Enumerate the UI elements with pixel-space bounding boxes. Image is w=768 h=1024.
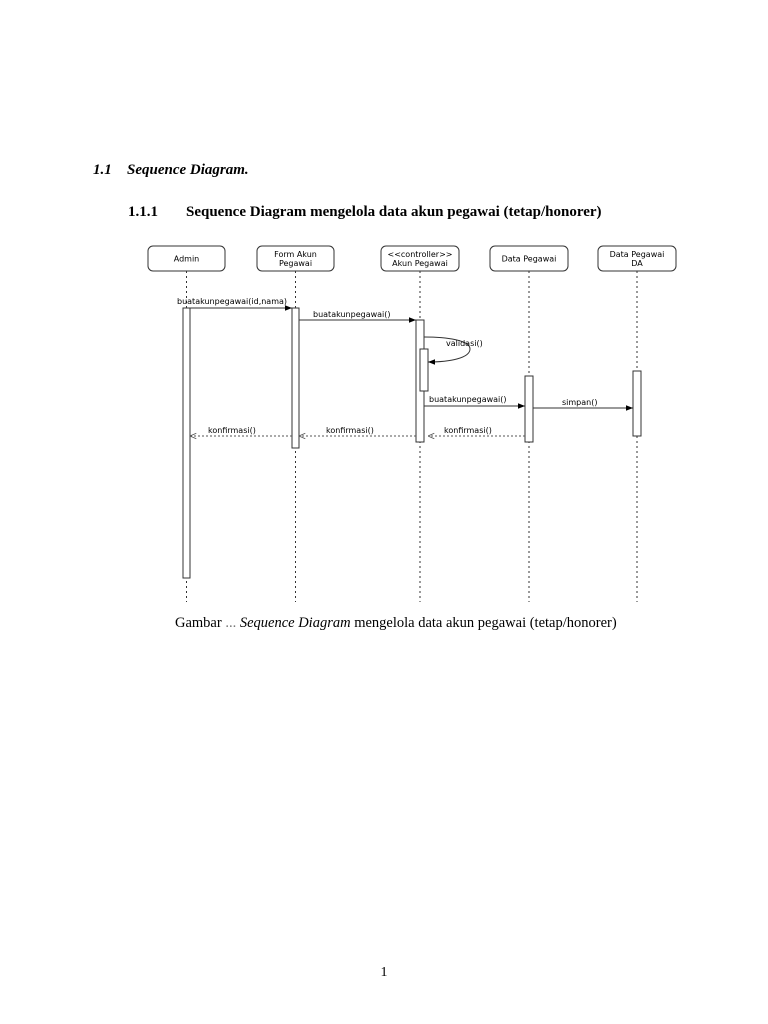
figure-caption: [175, 615, 617, 632]
message-konfirmasi-1: [428, 426, 525, 436]
message-validasi: [424, 337, 483, 362]
lifeline-data-pegawai-label: Data Pegawai: [501, 254, 557, 264]
activation-data-pegawai-da: [633, 371, 641, 436]
message-label: buatakunpegawai(): [429, 395, 507, 404]
caption-italic: Sequence Diagram: [239, 615, 351, 631]
caption-prefix: Gambar: [175, 615, 226, 631]
message-buatakunpegawai-2: [299, 310, 416, 320]
lifeline-form-akun-label-2: Pegawai: [278, 259, 313, 268]
section-number: 1.1: [93, 162, 112, 178]
message-label: konfirmasi(): [326, 426, 374, 435]
caption-figure-number: ...: [225, 615, 237, 631]
message-konfirmasi-2: [299, 426, 416, 436]
lifeline-form-akun-label-1: Form Akun: [274, 250, 317, 259]
section-title: Sequence Diagram.: [127, 162, 249, 178]
subsection-number: 1.1.1: [128, 204, 158, 220]
subsection-title: Sequence Diagram mengelola data akun pegawai (tetap/honorer): [186, 204, 602, 220]
lifeline-data-pegawai-da-label-1: Data Pegawai: [609, 250, 665, 259]
message-buatakunpegawai-3: [424, 395, 525, 406]
message-label: buatakunpegawai(id,nama): [177, 297, 288, 306]
activation-data-pegawai: [525, 376, 533, 442]
activation-form-akun: [292, 308, 299, 448]
message-label: konfirmasi(): [444, 426, 492, 435]
lifeline-data-pegawai-da-label-2: DA: [631, 259, 643, 268]
message-konfirmasi-3: [190, 426, 292, 436]
message-label: buatakunpegawai(): [313, 310, 391, 319]
message-label: konfirmasi(): [208, 426, 256, 435]
caption-suffix: mengelola data akun pegawai (tetap/honorer): [350, 615, 617, 631]
message-buatakunpegawai-1: [177, 297, 292, 308]
lifeline-controller-label-2: Akun Pegawai: [392, 259, 448, 268]
message-label: validasi(): [446, 339, 483, 348]
activation-controller-self: [420, 349, 428, 391]
message-simpan: [533, 398, 633, 408]
lifeline-admin-label: Admin: [173, 254, 200, 264]
activation-admin: [183, 308, 190, 578]
lifeline-controller-label-1: <<controller>>: [387, 250, 453, 259]
message-label: simpan(): [562, 398, 598, 407]
page-number: 1: [380, 965, 388, 980]
